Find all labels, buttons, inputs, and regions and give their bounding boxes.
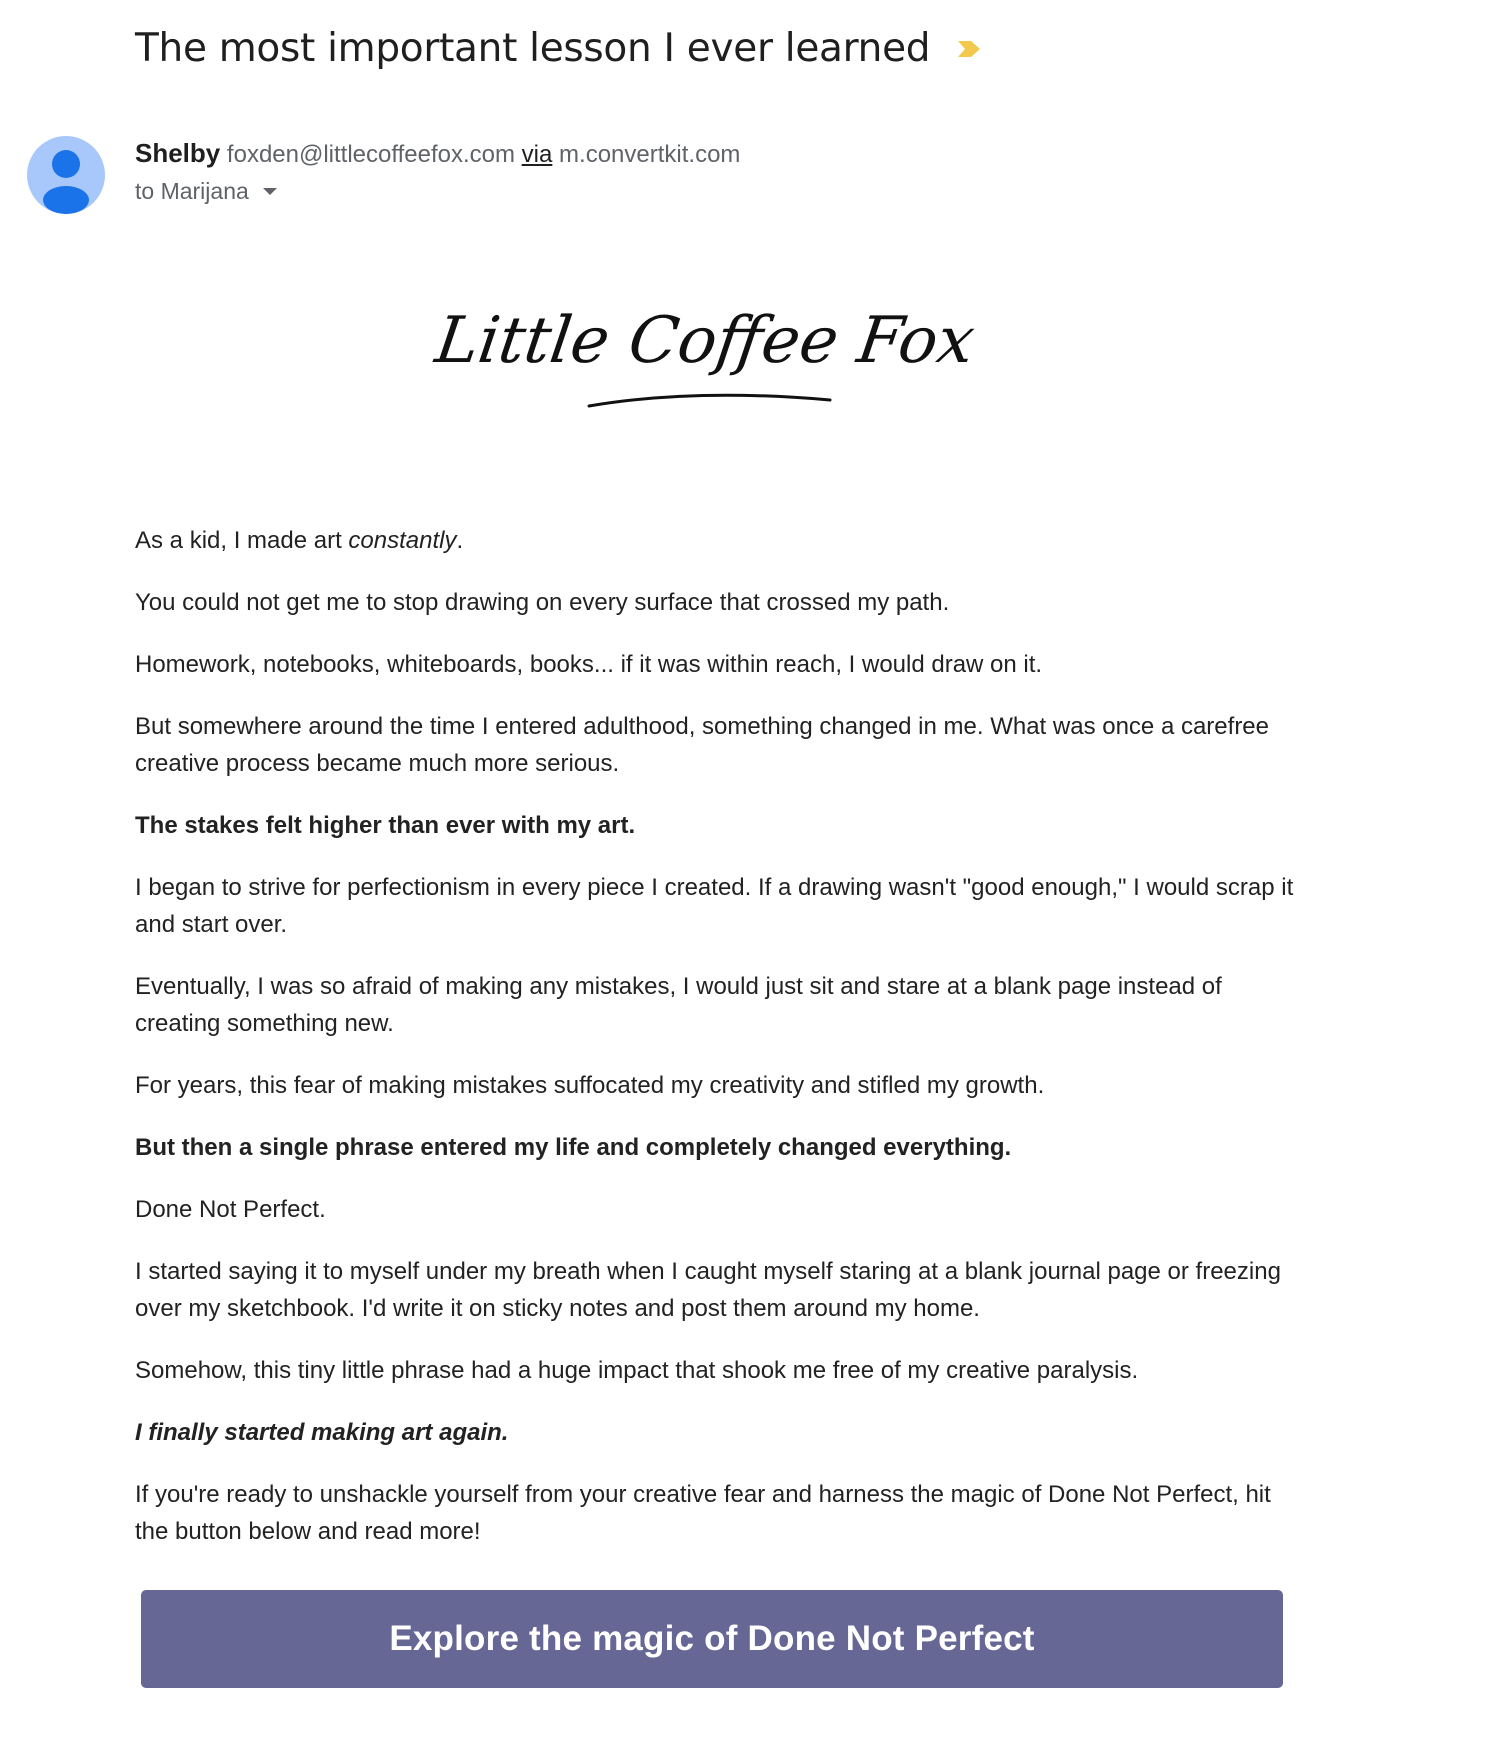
body-paragraph: I began to strive for perfectionism in every piece I created. If a drawing wasn't "good enough," I would scrap it and start over. — [135, 874, 1294, 938]
chevron-down-icon[interactable] — [263, 188, 277, 195]
body-paragraph: But somewhere around the time I entered adulthood, something changed in me. What was once a carefree creative process became much more serious. — [135, 713, 1269, 777]
brand-logo-text: Little Coffee Fox — [431, 303, 980, 378]
email-subject: The most important lesson I ever learned — [135, 26, 931, 71]
subject-row — [135, 26, 982, 71]
sender-email: foxden@littlecoffeefox.com — [226, 141, 515, 168]
importance-marker-icon[interactable] — [956, 38, 982, 60]
body-paragraph: As a kid, I made art constantly. — [135, 527, 464, 554]
explore-cta-button[interactable]: Explore the magic of Done Not Perfect — [141, 1590, 1283, 1688]
body-paragraph: Homework, notebooks, whiteboards, books... if it was within reach, I would draw on it. — [135, 651, 1043, 678]
sender-line — [135, 138, 740, 169]
body-paragraph-bold: But then a single phrase entered my life and completely changed everything. — [135, 1134, 1012, 1161]
sender-avatar[interactable] — [27, 136, 105, 214]
recipient-details-toggle[interactable] — [135, 178, 277, 205]
body-paragraph: If you're ready to unshackle yourself from your creative fear and harness the magic of Done Not Perfect, hit the button below and read more! — [135, 1481, 1271, 1545]
body-paragraph: Done Not Perfect. — [135, 1196, 326, 1223]
brand-logo — [431, 270, 980, 420]
sender-name[interactable]: Shelby — [135, 138, 221, 168]
email-body — [135, 522, 1295, 1575]
body-paragraph: For years, this fear of making mistakes suffocated my creativity and stifled my growth. — [135, 1072, 1045, 1099]
body-paragraph: Somehow, this tiny little phrase had a huge impact that shook me free of my creative paralysis. — [135, 1357, 1139, 1384]
body-paragraph: I started saying it to myself under my breath when I caught myself staring at a blank journal page or freezing over my sketchbook. I'd write it on sticky notes and post them around my home. — [135, 1258, 1281, 1322]
body-paragraph: Eventually, I was so afraid of making any mistakes, I would just sit and stare at a blank page instead of creating something new. — [135, 973, 1222, 1037]
recipient-line: to Marijana — [135, 178, 249, 204]
via-link[interactable]: via — [521, 141, 553, 168]
body-paragraph: You could not get me to stop drawing on every surface that crossed my path. — [135, 589, 950, 616]
via-domain: m.convertkit.com — [559, 141, 741, 168]
body-paragraph-bold: The stakes felt higher than ever with my art. — [135, 812, 636, 839]
body-paragraph-bold-italic: I finally started making art again. — [135, 1419, 509, 1446]
